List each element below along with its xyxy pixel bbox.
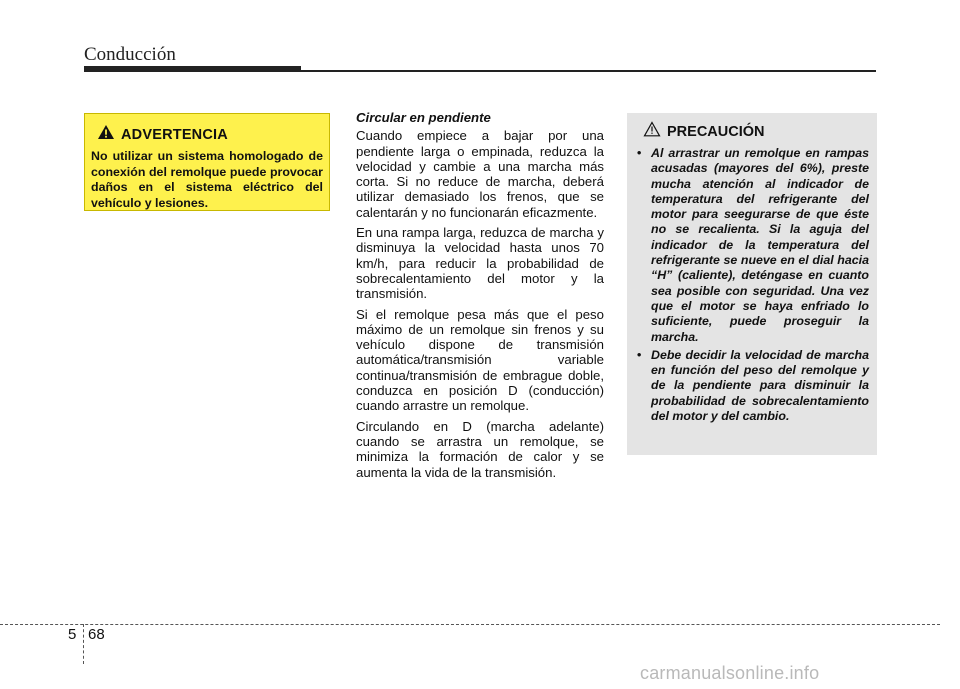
- warning-header: [97, 124, 323, 145]
- page-section-title: Conducción: [84, 44, 176, 65]
- warning-box: [84, 113, 330, 211]
- chapter-number: 5: [68, 626, 77, 643]
- caution-box: [627, 113, 877, 455]
- paragraph-drive-position: Circulando en D (marcha adelante) cuando se arrastra un remolque, se minimiza la formación de calor y se aumenta la vida de la transmisión.: [356, 418, 604, 480]
- main-text-column: [356, 110, 604, 485]
- warning-text: No utilizar un sistema homologado de conexión del remolque puede provocar daños en el sistema eléctrico del vehículo y lesiones.: [91, 149, 323, 210]
- caution-list: [635, 146, 869, 424]
- caution-item-temperature: • Al arrastrar un remolque en rampas acusadas (mayores del 6%), preste mucha atención al indicador de temperatura del refrigerante del motor para seegurarse de que éste no se recalienta. Si la aguja del indicador de la temperatura del refrigerante se nueve en el dial hacia “H” (caliente), deténgase en cuanto sea posible con seguridad. Una vez que el motor se haya enfriado lo suficiente, puede proseguir la marcha.: [635, 146, 869, 345]
- footer-dashed-rule: [0, 624, 940, 625]
- warning-title: ADVERTENCIA: [121, 126, 228, 143]
- warning-triangle-icon: [97, 124, 115, 145]
- paragraph-trailer-weight: Si el remolque pesa más que el peso máximo de un remolque sin frenos y su vehículo dispone de transmisión automática/transmisión variable continua/transmisión de embrague doble, conduzca en posición D (conducción) cuando arrastre un remolque.: [356, 306, 604, 414]
- caution-item-speed: • Debe decidir la velocidad de marcha en función del peso del remolque y de la pendiente para disminuir la probabilidad de sobrecalentamiento del motor y del cambio.: [635, 348, 869, 424]
- section-subheading: Circular en pendiente: [356, 110, 491, 125]
- watermark: carmanualsonline.info: [640, 663, 820, 683]
- caution-triangle-icon: [643, 121, 661, 142]
- header-rule: [84, 70, 876, 72]
- caution-header: [643, 121, 869, 142]
- paragraph-long-ramp: En una rampa larga, reduzca de marcha y disminuya la velocidad hasta unos 70 km/h, para reducir la probabilidad de sobrecalentamiento del motor y la transmisión.: [356, 225, 604, 302]
- page-number: 68: [88, 626, 105, 643]
- caution-title: PRECAUCIÓN: [667, 123, 765, 140]
- paragraph-descending: Cuando empiece a bajar por una pendiente larga o empinada, reduzca la velocidad y cambie a una marcha más corta. Si no reduce de marcha, deberá utilizar demasiado los frenos, que se calentarán y no funcionarán eficazmente.: [356, 128, 604, 220]
- footer-page-divider: [83, 624, 84, 664]
